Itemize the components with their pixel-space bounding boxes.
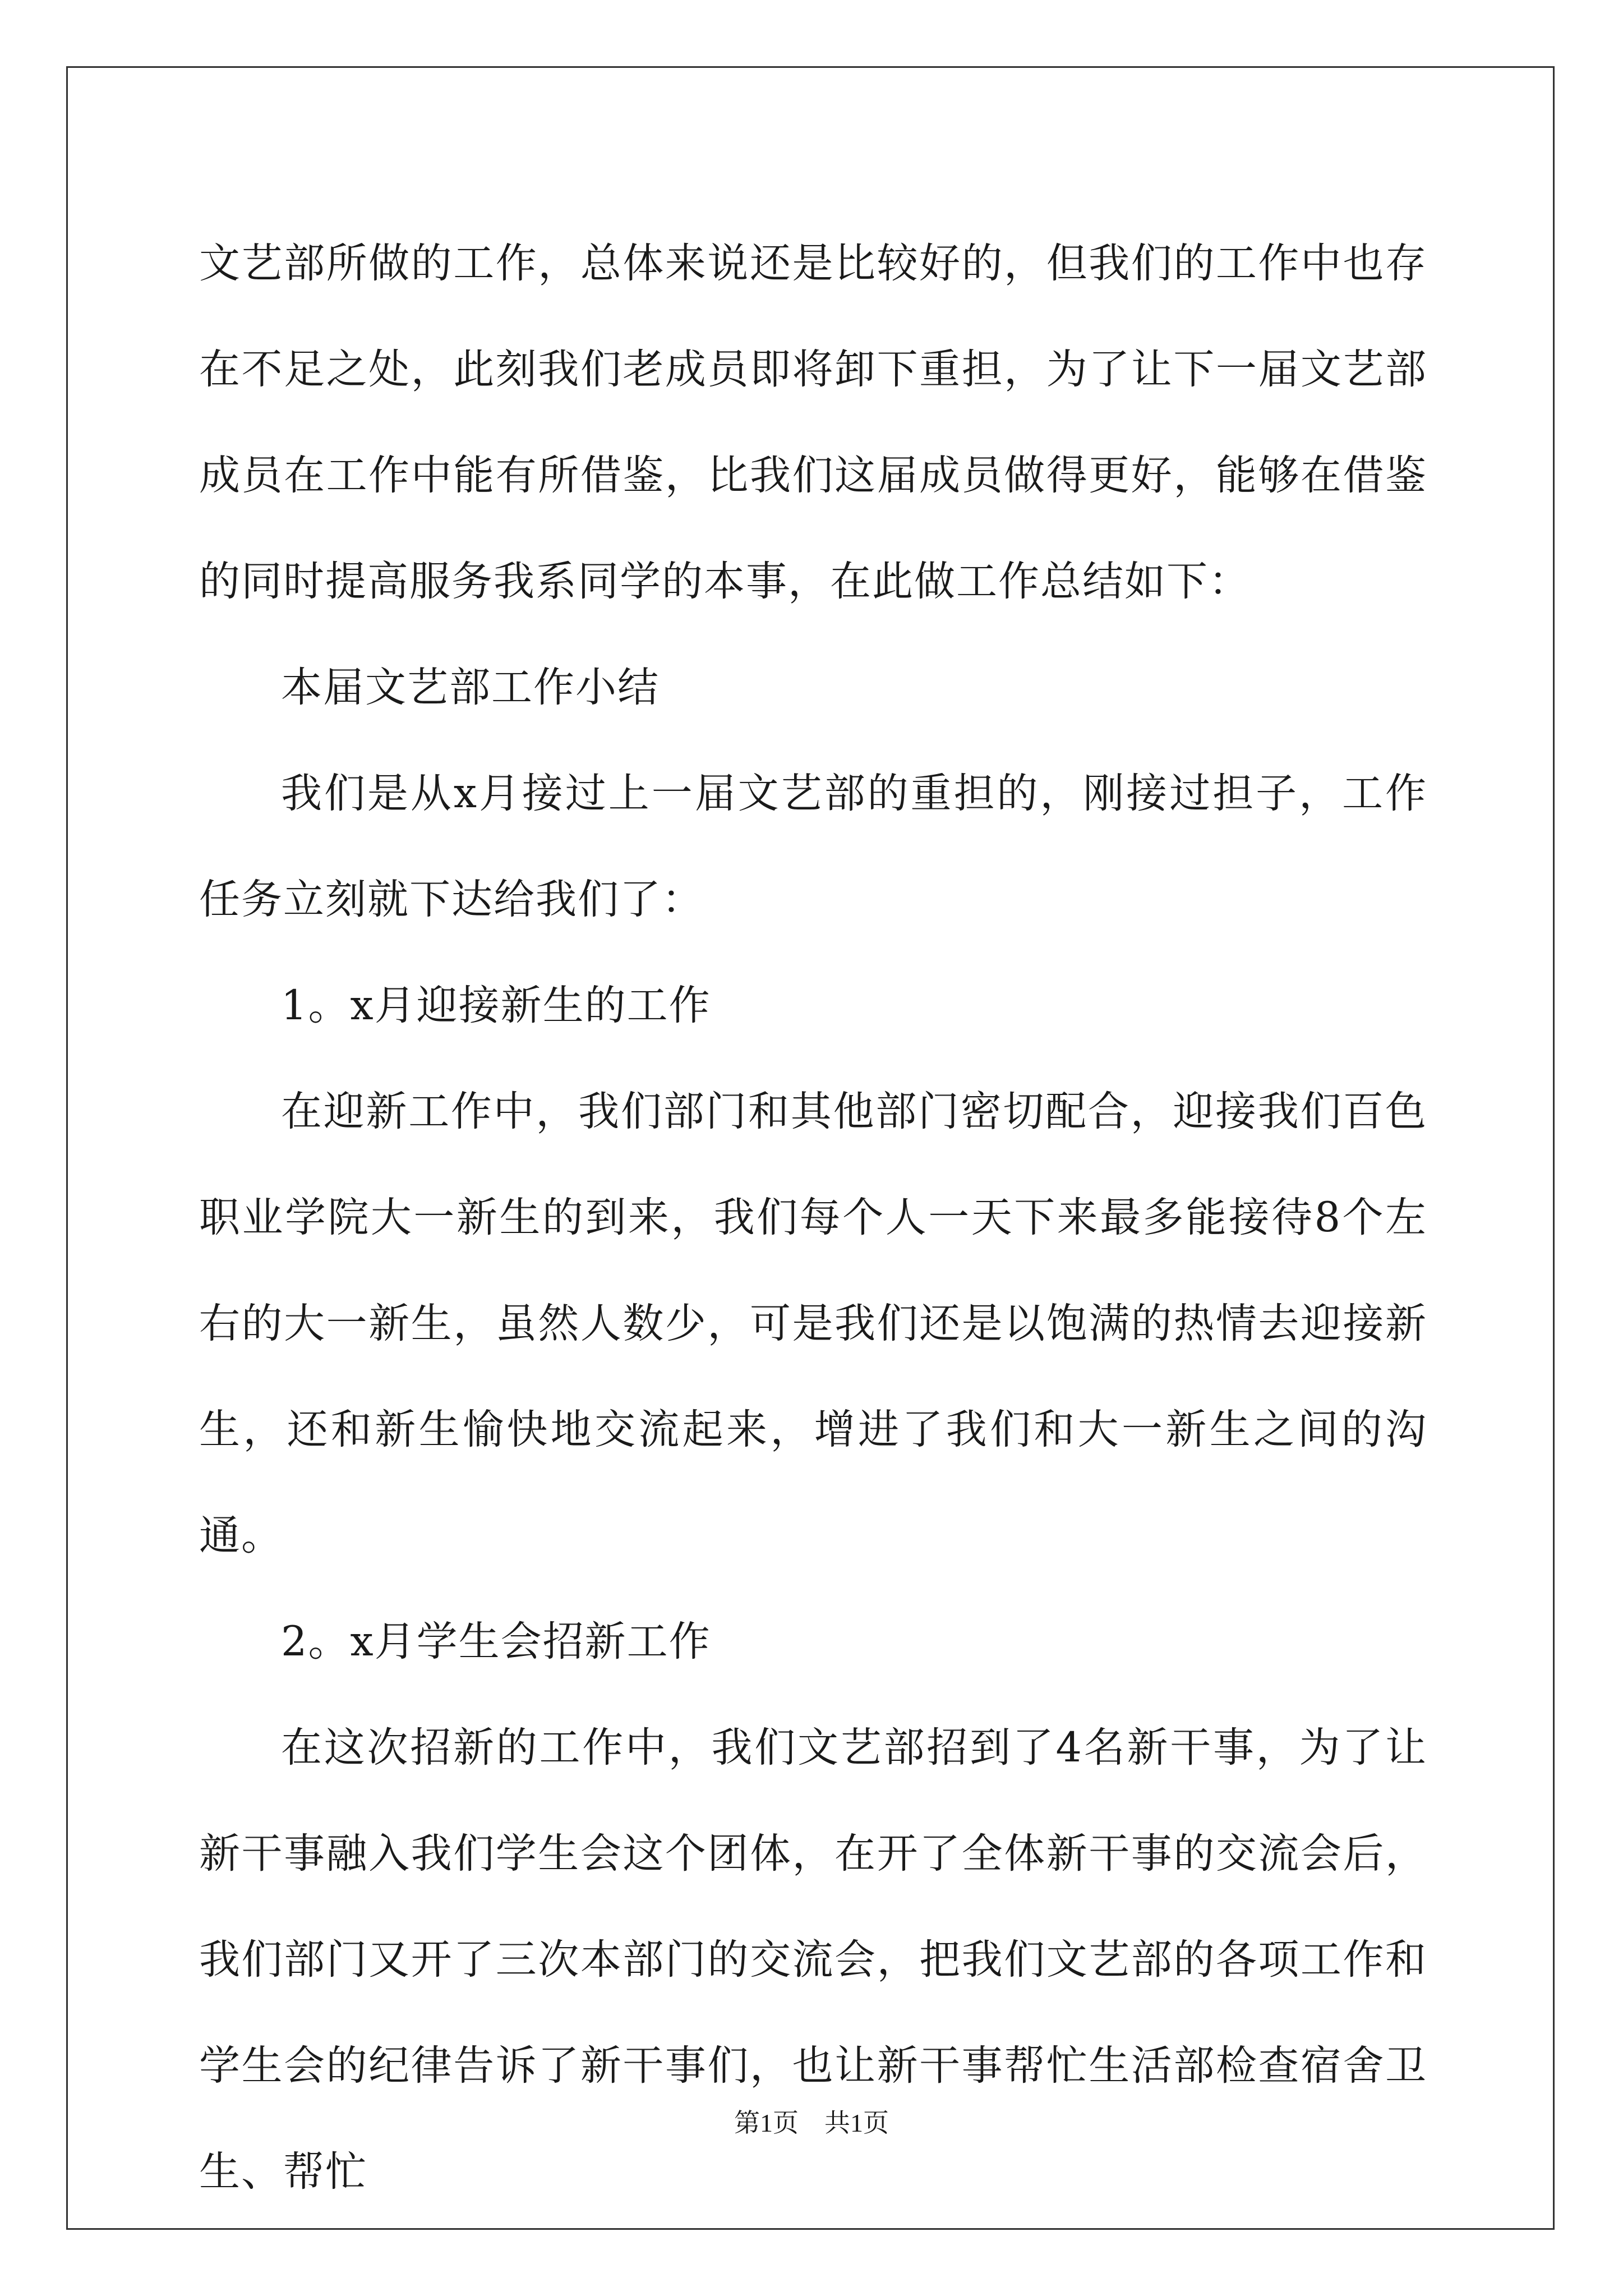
paragraph-welcome-freshmen: 在迎新工作中，我们部门和其他部门密切配合，迎接我们百色职业学院大一新生的到来，我们每个人一天下来最多能接待8个左右的大一新生，虽然人数少，可是我们还是以饱满的热情去迎接新生，还和新生愉快地交流起来，增进了我们和大一新生之间的沟通。 (199, 1088, 1427, 1559)
paragraph-recruitment: 在这次招新的工作中，我们文艺部招到了4名新干事，为了让新干事融入我们学生会这个团体，在开了全体新干事的交流会后，我们部门又开了三次本部门的交流会，把我们文艺部的各项工作和学生会的纪律告诉了新干事们，也让新干事帮忙生活部检查宿舍卫生、帮忙 (199, 1724, 1427, 2196)
paragraph-handover: 我们是从x月接过上一届文艺部的重担的，刚接过担子，工作任务立刻就下达给我们了： (199, 770, 1427, 923)
section-heading: 本届文艺部工作小结 (281, 664, 660, 711)
page-number-footer: 第1页 共1页 (734, 2109, 889, 2137)
document-body (199, 210, 1427, 2225)
item-heading-2: 2。x月学生会招新工作 (281, 1618, 711, 1665)
paragraph-intro: 文艺部所做的工作，总体来说还是比较好的，但我们的工作中也存在不足之处，此刻我们老成员即将卸下重担，为了让下一届文艺部成员在工作中能有所借鉴，比我们这届成员做得更好，能够在借鉴的同时提高服务我系同学的本事，在此做工作总结如下： (199, 240, 1427, 605)
item-heading-1: 1。x月迎接新生的工作 (281, 982, 711, 1029)
